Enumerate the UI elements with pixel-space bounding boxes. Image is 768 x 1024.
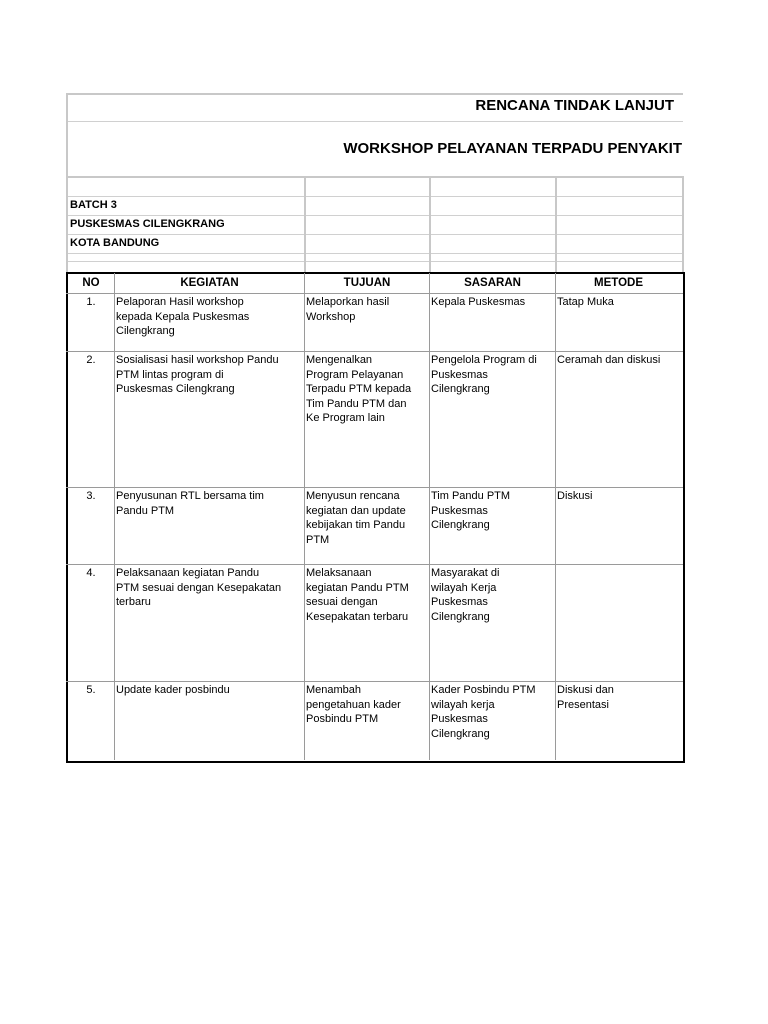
row-2-sasaran: Pengelola Program di Puskesmas Cilengkrang — [431, 354, 537, 395]
header-metode: METODE — [594, 277, 643, 289]
row-3-kegiatan: Penyusunan RTL bersama tim Pandu PTM — [116, 490, 264, 517]
grid-line — [682, 176, 684, 273]
row-3-no: 3. — [86, 490, 96, 502]
grid-line — [66, 121, 683, 122]
puskesmas-label: PUSKESMAS CILENGKRANG — [70, 218, 225, 230]
header-no: NO — [82, 277, 100, 289]
grid-line — [304, 176, 306, 273]
table-line — [555, 273, 556, 760]
kota-label: KOTA BANDUNG — [70, 237, 160, 249]
grid-line — [66, 234, 683, 235]
table-line — [66, 293, 683, 294]
row-4-kegiatan: Pelaksanaan kegiatan Pandu PTM sesuai dengan Kesepakatan terbaru — [116, 567, 282, 608]
document-subtitle: WORKSHOP PELAYANAN TERPADU PENYAKIT — [343, 140, 682, 157]
row-3-sasaran: Tim Pandu PTM Puskesmas Cilengkrang — [431, 490, 511, 531]
row-2-kegiatan: Sosialisasi hasil workshop Pandu PTM lintas program di Puskesmas Cilengkrang — [116, 354, 279, 395]
grid-line — [555, 176, 557, 273]
row-5-kegiatan: Update kader posbindu — [116, 684, 230, 696]
grid-line — [429, 176, 431, 273]
document-title: RENCANA TINDAK LANJUT — [475, 97, 674, 114]
row-1-sasaran: Kepala Puskesmas — [431, 296, 526, 308]
header-sasaran: SASARAN — [464, 277, 521, 289]
grid-line — [66, 253, 683, 254]
row-5-no: 5. — [86, 684, 96, 696]
row-2-tujuan: Mengenalkan Program Pelayanan Terpadu PTM kepada Tim Pandu PTM dan Ke Program lain — [306, 354, 412, 424]
grid-line — [66, 261, 683, 262]
table-line — [66, 564, 683, 565]
row-1-kegiatan: Pelaporan Hasil workshop kepada Kepala Puskesmas Cilengkrang — [116, 296, 250, 337]
row-1-metode: Tatap Muka — [557, 296, 614, 308]
row-4-no: 4. — [86, 567, 96, 579]
grid-line — [66, 93, 683, 95]
grid-line — [66, 215, 683, 216]
row-5-metode: Diskusi dan Presentasi — [557, 684, 614, 711]
batch-label: BATCH 3 — [70, 199, 117, 211]
table-line — [66, 487, 683, 488]
row-5-sasaran: Kader Posbindu PTM wilayah kerja Puskesmas Cilengkrang — [431, 684, 536, 740]
table-line — [429, 273, 430, 760]
row-4-tujuan: Melaksanaan kegiatan Pandu PTM sesuai dengan Kesepakatan terbaru — [306, 567, 409, 623]
row-3-tujuan: Menyusun rencana kegiatan dan update kebijakan tim Pandu PTM — [306, 490, 406, 546]
header-tujuan: TUJUAN — [343, 277, 391, 289]
row-1-tujuan: Melaporkan hasil Workshop — [306, 296, 390, 323]
row-2-no: 2. — [86, 354, 96, 366]
grid-line — [66, 176, 683, 178]
grid-line — [66, 196, 683, 197]
table-line — [304, 273, 305, 760]
table-line — [66, 351, 683, 352]
row-1-no: 1. — [86, 296, 96, 308]
header-kegiatan: KEGIATAN — [180, 277, 239, 289]
table-line — [66, 681, 683, 682]
row-3-metode: Diskusi — [557, 490, 593, 502]
grid-line — [66, 93, 68, 273]
row-5-tujuan: Menambah pengetahuan kader Posbindu PTM — [306, 684, 401, 725]
row-2-metode: Ceramah dan diskusi — [557, 354, 661, 366]
table-line — [114, 273, 115, 760]
row-4-sasaran: Masyarakat di wilayah Kerja Puskesmas Cilengkrang — [431, 567, 500, 623]
